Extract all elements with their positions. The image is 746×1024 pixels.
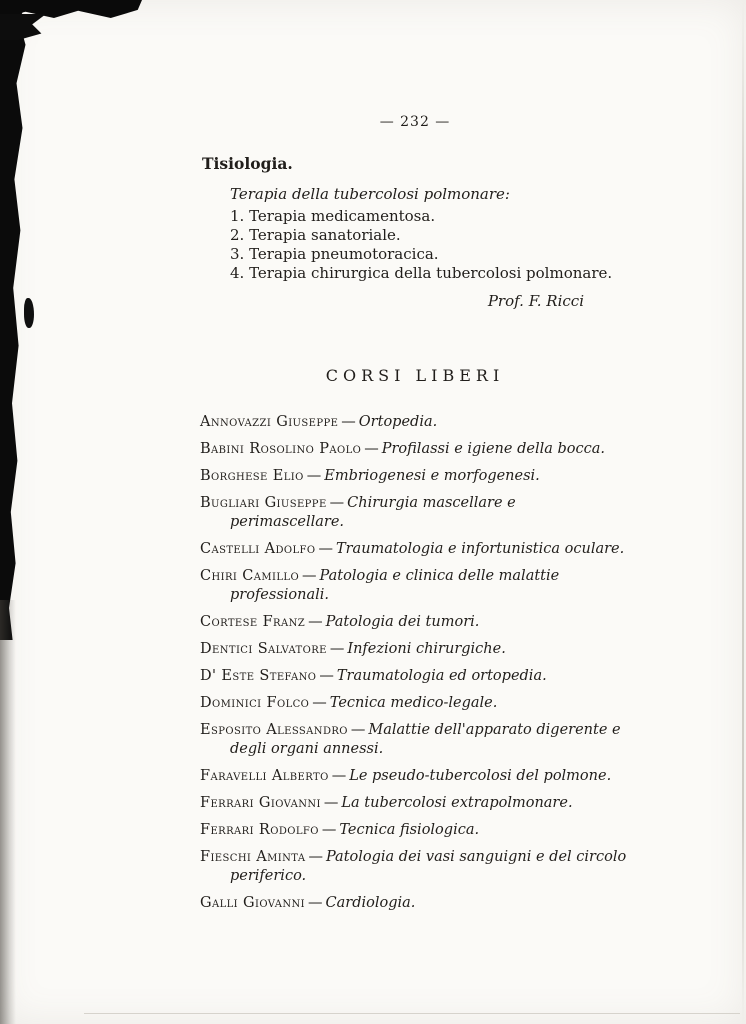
course-title: Traumatologia e infortunistica oculare.	[335, 541, 625, 557]
course-separator: —	[308, 849, 323, 865]
course-name: Babini Rosolino Paolo	[200, 441, 362, 457]
course-entry	[200, 613, 630, 632]
course-separator: —	[312, 695, 327, 711]
page-number: — 232 —	[379, 114, 451, 130]
course-separator: —	[321, 822, 337, 838]
course-name: Castelli Adolfo	[200, 541, 316, 557]
course-title: La tubercolosi extrapolmonare.	[341, 795, 573, 811]
course-entry	[200, 567, 630, 605]
course-entry	[200, 694, 630, 713]
course-name: Dentici Salvatore	[200, 641, 327, 657]
course-name: Chiri Camillo	[200, 568, 300, 584]
course-name: Ferrari Rodolfo	[200, 822, 319, 838]
course-title: Ortopedia.	[358, 414, 438, 430]
course-entry	[200, 767, 630, 786]
course-entry	[200, 794, 630, 813]
course-title: Patologia dei tumori.	[325, 614, 480, 630]
course-entry	[200, 540, 630, 559]
course-separator: —	[319, 668, 334, 684]
course-separator: —	[329, 641, 345, 657]
course-name: Esposito Alessandro	[200, 722, 348, 738]
course-entry	[200, 848, 630, 886]
course-title: Patologia dei vasi sanguigni e del circolo periferico.	[230, 849, 627, 884]
course-name: Dominici Folco	[200, 695, 310, 711]
course-title: Patologia e clinica delle malattie professionali.	[230, 568, 560, 603]
course-title: Cardiologia.	[325, 895, 416, 911]
course-separator: —	[341, 414, 356, 430]
course-title: Profilassi e igiene della bocca.	[381, 441, 605, 457]
course-separator: —	[308, 614, 323, 630]
section-heading-tisiologia: Tisiologia.	[202, 154, 293, 173]
course-title: Malattie dell'apparato digerente e degli organi annessi.	[230, 722, 621, 757]
course-title: Le pseudo-tubercolosi del polmone.	[349, 768, 612, 784]
courses-heading: CORSI LIBERI	[325, 366, 505, 385]
course-entry	[200, 440, 630, 459]
course-entry	[200, 640, 630, 659]
course-entry	[200, 413, 630, 432]
page-content	[200, 0, 630, 921]
therapy-list	[230, 185, 630, 283]
course-title: Tecnica fisiologica.	[339, 822, 480, 838]
course-title: Chirurgia mascellare e perimascellare.	[230, 495, 516, 530]
course-separator: —	[318, 541, 333, 557]
therapy-item: 3. Terapia pneumotoracica.	[230, 245, 439, 263]
course-name: Fieschi Aminta	[200, 849, 306, 865]
course-separator: —	[329, 495, 345, 511]
therapy-item: 4. Terapia chirurgica della tubercolosi polmonare.	[230, 264, 613, 282]
professor-signature: Prof. F. Ricci	[487, 292, 584, 310]
course-entry	[200, 821, 630, 840]
therapy-item: 2. Terapia sanatoriale.	[230, 226, 401, 244]
course-entry	[200, 494, 630, 532]
course-separator: —	[302, 568, 317, 584]
course-separator: —	[306, 468, 322, 484]
course-title: Infezioni chirurgiche.	[347, 641, 506, 657]
course-separator: —	[331, 768, 347, 784]
course-separator: —	[308, 895, 323, 911]
course-name: Bugliari Giuseppe	[200, 495, 327, 511]
course-name: Faravelli Alberto	[200, 768, 329, 784]
course-entry	[200, 667, 630, 686]
course-title: Tecnica medico-legale.	[329, 695, 498, 711]
course-name: Galli Giovanni	[200, 895, 306, 911]
scan-edge-blob	[24, 298, 34, 328]
course-entry	[200, 467, 630, 486]
binding-fade	[0, 600, 16, 1024]
course-separator: —	[350, 722, 366, 738]
course-separator: —	[323, 795, 339, 811]
course-name: Annovazzi Giuseppe	[200, 414, 339, 430]
course-name: Cortese Franz	[200, 614, 306, 630]
course-name: D' Este Stefano	[200, 668, 317, 684]
course-title: Traumatologia ed ortopedia.	[336, 668, 547, 684]
course-name: Ferrari Giovanni	[200, 795, 321, 811]
course-separator: —	[364, 441, 379, 457]
course-entry	[200, 721, 630, 759]
scan-corner-blob	[0, 14, 46, 40]
course-entry	[200, 894, 630, 913]
therapy-item: 1. Terapia medicamentosa.	[230, 207, 436, 225]
scan-bottom-edge	[84, 1013, 740, 1014]
scan-right-edge	[742, 0, 744, 1024]
course-title: Embriogenesi e morfogenesi.	[324, 468, 540, 484]
therapy-intro: Terapia della tubercolosi polmonare:	[230, 185, 510, 203]
course-name: Borghese Elio	[200, 468, 304, 484]
course-entries	[200, 413, 630, 913]
